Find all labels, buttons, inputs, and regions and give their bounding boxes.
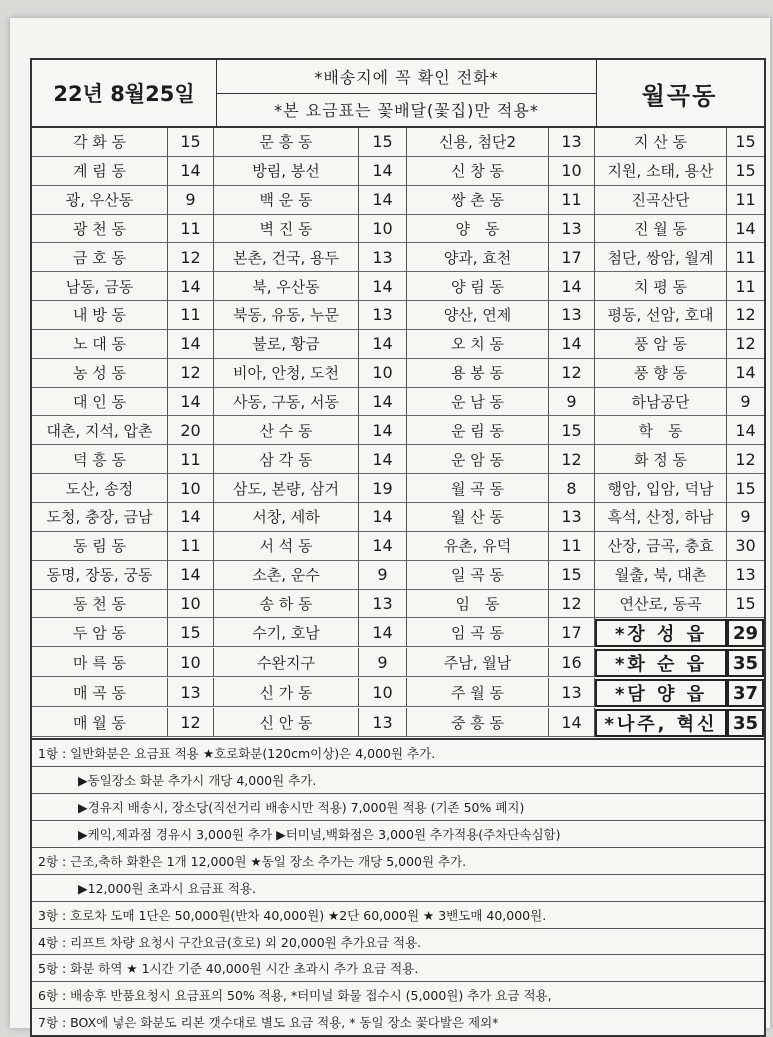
rate-cell: 14 — [359, 388, 407, 417]
note-line: 6항 : 배송후 반품요청시 요금표의 50% 적용, *터미널 화물 접수시 (5,000원) 추가 요금 적용, — [32, 982, 764, 1009]
district-cell: *나주, 혁신 — [595, 709, 727, 737]
district-cell: 노 대 동 — [32, 330, 168, 359]
rate-cell: 37 — [727, 679, 764, 707]
rate-cell: 14 — [359, 330, 407, 359]
rate-cell: 13 — [359, 590, 407, 619]
district-cell: 지 산 동 — [595, 128, 727, 157]
note-line: ▶케익,제과점 경유시 3,000원 추가 ▶터미널,백화점은 3,000원 추가적용(주차단속심함) — [32, 821, 764, 848]
district-cell: 신용, 첨단2 — [407, 128, 549, 157]
district-cell: 양산, 연제 — [407, 301, 549, 330]
rate-cell: 35 — [727, 649, 764, 677]
rate-cell: 8 — [549, 474, 595, 503]
delivery-rate-table — [30, 58, 766, 1037]
rate-cell: 30 — [727, 532, 764, 561]
rate-cell: 14 — [359, 272, 407, 301]
district-cell: 중 흥 동 — [407, 708, 549, 737]
rate-cell: 14 — [727, 416, 764, 445]
rate-cell: 10 — [168, 474, 214, 503]
district-cell: 용 봉 동 — [407, 359, 549, 388]
district-cell: 소촌, 운수 — [214, 561, 359, 590]
district-cell: 광, 우산동 — [32, 186, 168, 215]
rate-cell: 14 — [168, 157, 214, 186]
rate-cell: 12 — [168, 243, 214, 272]
district-cell: 월 곡 동 — [407, 474, 549, 503]
rate-cell: 15 — [359, 128, 407, 157]
district-cell: 산 수 동 — [214, 416, 359, 445]
district-cell: 신 가 동 — [214, 678, 359, 707]
table-header — [32, 60, 764, 128]
rate-cell: 11 — [168, 532, 214, 561]
district-cell: 벽 진 동 — [214, 215, 359, 244]
rate-cell: 19 — [359, 474, 407, 503]
district-cell: 쌍 촌 동 — [407, 186, 549, 215]
district-cell: 양과, 효천 — [407, 243, 549, 272]
rate-cell: 14 — [168, 561, 214, 590]
rate-cell: 35 — [727, 709, 764, 737]
rate-cell: 13 — [727, 561, 764, 590]
district-cell: 풍 암 동 — [595, 330, 727, 359]
rate-cell: 12 — [727, 301, 764, 330]
rate-cell: 20 — [168, 416, 214, 445]
note-line: ▶동일장소 화분 추가시 개당 4,000원 추가. — [32, 767, 764, 794]
district-cell: 산장, 금곡, 충효 — [595, 532, 727, 561]
rate-grid — [32, 128, 764, 738]
district-cell: 임 곡 동 — [407, 618, 549, 647]
rate-cell: 10 — [168, 590, 214, 619]
district-cell: *장 성 읍 — [595, 619, 727, 647]
district-cell: 농 성 동 — [32, 359, 168, 388]
district-cell: 주 월 동 — [407, 678, 549, 707]
notice-box — [217, 60, 597, 126]
district-cell: 매 곡 동 — [32, 678, 168, 707]
district-cell: 계 림 동 — [32, 157, 168, 186]
rate-cell: 11 — [549, 186, 595, 215]
district-cell: 주남, 월남 — [407, 648, 549, 677]
district-cell: 사동, 구동, 서동 — [214, 388, 359, 417]
rate-cell: 11 — [168, 445, 214, 474]
rate-cell: 12 — [727, 445, 764, 474]
rate-cell: 12 — [727, 330, 764, 359]
district-cell: 북, 우산동 — [214, 272, 359, 301]
rate-cell: 9 — [727, 503, 764, 532]
district-cell: 흑석, 산정, 하남 — [595, 503, 727, 532]
rate-cell: 11 — [549, 532, 595, 561]
district-cell: 서창, 세하 — [214, 503, 359, 532]
rate-cell: 14 — [359, 186, 407, 215]
district-cell: 도청, 충장, 금남 — [32, 503, 168, 532]
rate-cell: 14 — [168, 388, 214, 417]
rate-cell: 15 — [168, 128, 214, 157]
rate-cell: 9 — [727, 388, 764, 417]
district-cell: 학 동 — [595, 416, 727, 445]
district-cell: 내 방 동 — [32, 301, 168, 330]
rate-cell: 14 — [727, 215, 764, 244]
area-title: 월곡동 — [641, 81, 718, 110]
date-label: 22년 8월25일 — [32, 60, 217, 126]
rate-cell: 12 — [168, 708, 214, 737]
paper-background — [10, 18, 770, 1031]
district-cell: 동명, 장동, 궁동 — [32, 561, 168, 590]
rate-cell: 14 — [359, 157, 407, 186]
district-cell: 치 평 동 — [595, 272, 727, 301]
rate-cell: 10 — [359, 215, 407, 244]
notice-flower-only: *본 요금표는 꽃배달(꽃집)만 적용* — [274, 101, 539, 121]
district-cell: 양 동 — [407, 215, 549, 244]
district-cell: 서 석 동 — [214, 532, 359, 561]
rate-cell: 10 — [549, 157, 595, 186]
district-cell: 비아, 안청, 도천 — [214, 359, 359, 388]
rate-cell: 17 — [549, 618, 595, 647]
rate-cell: 14 — [727, 359, 764, 388]
rate-cell: 15 — [549, 416, 595, 445]
district-cell: 평동, 선암, 호대 — [595, 301, 727, 330]
rate-cell: 11 — [727, 186, 764, 215]
rate-cell: 11 — [727, 243, 764, 272]
note-line: 2항 : 근조,축하 화환은 1개 12,000원 ★동일 장소 추가는 개당 5,000원 추가. — [32, 848, 764, 875]
rate-cell: 10 — [168, 648, 214, 677]
rate-cell: 15 — [727, 157, 764, 186]
rate-cell: 9 — [549, 388, 595, 417]
rate-cell: 13 — [168, 678, 214, 707]
district-cell: 첨단, 쌍암, 월계 — [595, 243, 727, 272]
rate-cell: 14 — [549, 330, 595, 359]
rate-cell: 14 — [359, 532, 407, 561]
rate-cell: 10 — [359, 359, 407, 388]
rate-cell: 12 — [549, 359, 595, 388]
note-line: 7항 : BOX에 넣은 화분도 리본 갯수대로 별도 요금 적용, * 동일 장소 꽃다발은 제외* — [38, 1015, 499, 1031]
rate-cell: 10 — [359, 678, 407, 707]
rate-cell: 15 — [727, 590, 764, 619]
district-cell: 운 림 동 — [407, 416, 549, 445]
district-cell: 대 인 동 — [32, 388, 168, 417]
note-line: ▶경유지 배송시, 장소당(직선거리 배송시만 적용) 7,000원 적용 (기존 50% 폐지) — [32, 794, 764, 821]
district-cell: 동 천 동 — [32, 590, 168, 619]
note-line: 1항 : 일반화분은 요금표 적용 ★호로화분(120cm이상)은 4,000원 추가. — [32, 740, 764, 767]
rate-cell: 13 — [359, 301, 407, 330]
district-cell: 방림, 봉선 — [214, 157, 359, 186]
rate-cell: 15 — [168, 618, 214, 647]
district-cell: 본촌, 건국, 용두 — [214, 243, 359, 272]
district-cell: 진 월 동 — [595, 215, 727, 244]
district-cell: 행암, 입암, 덕남 — [595, 474, 727, 503]
rate-cell: 13 — [549, 128, 595, 157]
rate-cell: 12 — [549, 590, 595, 619]
district-cell: 신 안 동 — [214, 708, 359, 737]
district-cell: *담 양 읍 — [595, 679, 727, 707]
district-cell: 화 정 동 — [595, 445, 727, 474]
rate-cell: 12 — [549, 445, 595, 474]
rate-cell: 9 — [168, 186, 214, 215]
district-cell: 진곡산단 — [595, 186, 727, 215]
note-line: 5항 : 화분 하역 ★ 1시간 기준 40,000원 시간 초과시 추가 요금 적용. — [32, 955, 764, 982]
district-cell: 신 창 동 — [407, 157, 549, 186]
rate-cell: 29 — [727, 619, 764, 647]
rate-cell: 15 — [727, 128, 764, 157]
district-cell: 광 천 동 — [32, 215, 168, 244]
rate-cell: 14 — [359, 618, 407, 647]
rate-cell: 14 — [168, 503, 214, 532]
district-cell: 운 남 동 — [407, 388, 549, 417]
rate-cell: 11 — [727, 272, 764, 301]
district-cell: 북동, 유동, 누문 — [214, 301, 359, 330]
rate-cell: 15 — [549, 561, 595, 590]
district-cell: *화 순 읍 — [595, 649, 727, 677]
rate-cell: 16 — [549, 648, 595, 677]
district-cell: 각 화 동 — [32, 128, 168, 157]
rate-cell: 14 — [168, 272, 214, 301]
district-cell: 남동, 금동 — [32, 272, 168, 301]
district-cell: 일 곡 동 — [407, 561, 549, 590]
district-cell: 풍 향 동 — [595, 359, 727, 388]
rate-cell: 13 — [549, 678, 595, 707]
district-cell: 연산로, 동곡 — [595, 590, 727, 619]
district-cell: 오 치 동 — [407, 330, 549, 359]
rate-cell: 15 — [727, 474, 764, 503]
district-cell: 마 륵 동 — [32, 648, 168, 677]
note-line: 3항 : 호로차 도매 1단은 50,000원(반차 40,000원) ★2단 60,000원 ★ 3밴도매 40,000원. — [32, 902, 764, 929]
rate-cell: 13 — [359, 708, 407, 737]
district-cell: 양 림 동 — [407, 272, 549, 301]
rate-cell: 14 — [359, 503, 407, 532]
rate-cell: 14 — [549, 708, 595, 737]
district-cell: 수기, 호남 — [214, 618, 359, 647]
rate-cell: 14 — [359, 416, 407, 445]
district-cell: 대촌, 지석, 압촌 — [32, 416, 168, 445]
district-cell: 백 운 동 — [214, 186, 359, 215]
rate-cell: 14 — [359, 445, 407, 474]
district-cell: 송 하 동 — [214, 590, 359, 619]
rate-cell: 13 — [359, 243, 407, 272]
district-cell: 동 림 동 — [32, 532, 168, 561]
rate-cell: 11 — [168, 215, 214, 244]
rate-cell: 14 — [549, 272, 595, 301]
district-cell: 하남공단 — [595, 388, 727, 417]
rate-cell: 11 — [168, 301, 214, 330]
district-cell: 매 월 동 — [32, 708, 168, 737]
rate-cell: 13 — [549, 503, 595, 532]
district-cell: 두 암 동 — [32, 618, 168, 647]
notes-section — [32, 738, 764, 1035]
rate-cell: 9 — [359, 648, 407, 677]
rate-cell: 17 — [549, 243, 595, 272]
rate-cell: 13 — [549, 301, 595, 330]
rate-cell: 12 — [168, 359, 214, 388]
note-line: ▶12,000원 초과시 요금표 적용. — [32, 875, 764, 902]
district-cell: 월출, 북, 대촌 — [595, 561, 727, 590]
district-cell: 덕 흥 동 — [32, 445, 168, 474]
district-cell: 수완지구 — [214, 648, 359, 677]
rate-cell: 13 — [549, 215, 595, 244]
district-cell: 삼 각 동 — [214, 445, 359, 474]
district-cell: 임 동 — [407, 590, 549, 619]
district-cell: 삼도, 본량, 삼거 — [214, 474, 359, 503]
district-cell: 월 산 동 — [407, 503, 549, 532]
district-cell: 운 암 동 — [407, 445, 549, 474]
notice-confirm-call: *배송지에 꼭 확인 전화* — [217, 60, 596, 94]
district-cell: 유촌, 유덕 — [407, 532, 549, 561]
district-cell: 도산, 송정 — [32, 474, 168, 503]
rate-cell: 14 — [168, 330, 214, 359]
rate-cell: 9 — [359, 561, 407, 590]
district-cell: 문 흥 동 — [214, 128, 359, 157]
note-line: 4항 : 리프트 차량 요청시 구간요금(호로) 외 20,000원 추가요금 적용. — [32, 929, 764, 956]
district-cell: 금 호 동 — [32, 243, 168, 272]
district-cell: 불로, 황금 — [214, 330, 359, 359]
district-cell: 지원, 소태, 용산 — [595, 157, 727, 186]
